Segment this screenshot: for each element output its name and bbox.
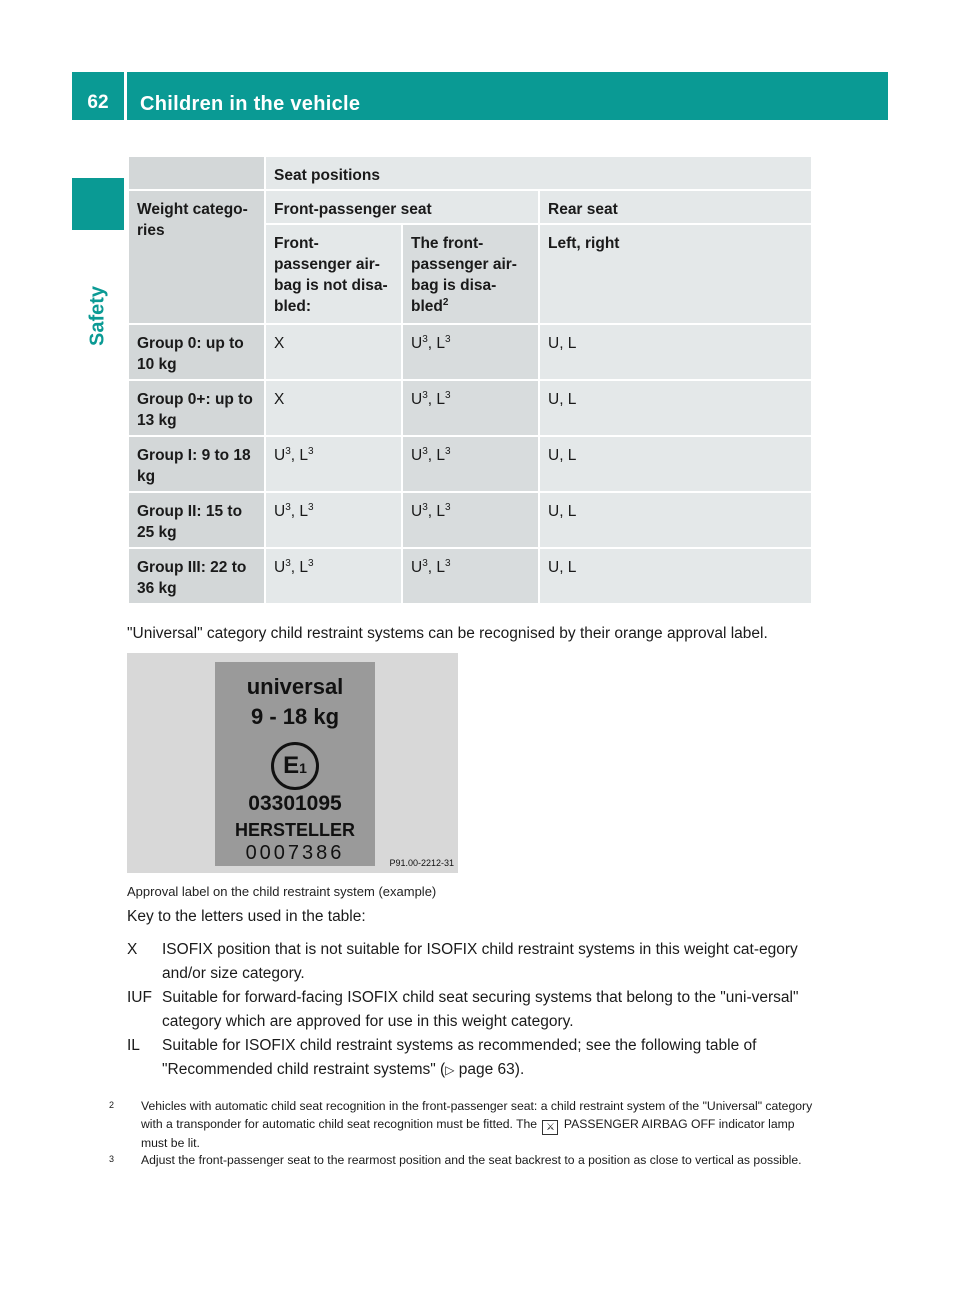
table-row — [128, 548, 812, 604]
key-text-part: Suitable for ISOFIX child restraint systems as recommended; see the following table of "Recommended child restraint systems" ( — [162, 1037, 757, 1078]
airbag-off-cell — [402, 492, 539, 548]
cell-value: X — [274, 391, 285, 408]
airbag-off-cell — [402, 324, 539, 380]
cell-value: U — [411, 447, 423, 464]
footnote-text-part: Vehicles with automatic child seat recognition in the front-passenger seat: a child restraint system of the "Universal" category with a transponder for automatic child seat recognition must be fitted. The — [141, 1099, 813, 1131]
label-weight-range: 9 - 18 kg — [250, 704, 340, 729]
table-row — [128, 380, 812, 436]
footnote-ref: 3 — [422, 333, 428, 345]
cell-value: U — [411, 335, 423, 352]
approval-label-figure — [127, 653, 458, 873]
page-reference-link[interactable]: page 63). — [454, 1061, 525, 1078]
airbag-on-cell — [265, 548, 402, 604]
group-cell: Group II: 15 to 25 kg — [128, 492, 265, 548]
airbag-off-cell — [402, 548, 539, 604]
rear-seat-cell: U, L — [539, 492, 812, 548]
cell-value: , L — [290, 447, 308, 464]
front-passenger-seat-header: Front-passenger seat — [265, 190, 539, 224]
footnote-ref: 3 — [308, 445, 314, 457]
key-text: ISOFIX position that is not suitable for ISOFIX child restraint systems in this weight cat-egory and/or size category. — [162, 941, 798, 982]
page-reference-arrow-icon: ▷ — [445, 1063, 455, 1077]
footnote-text: Adjust the front-passenger seat to the rearmost position and the seat backrest to a position as close to vertical as possible. — [141, 1153, 802, 1167]
key-code: X — [127, 941, 138, 958]
header-divider — [124, 72, 127, 120]
rear-seat-cell: U, L — [539, 380, 812, 436]
cell-value: , L — [427, 503, 445, 520]
key-heading: Key to the letters used in the table: — [127, 908, 366, 925]
cell-value: U — [411, 391, 423, 408]
rear-seat-cell: U, L — [539, 548, 812, 604]
footnote-number: 2 — [109, 1100, 115, 1110]
label-manufacturer: HERSTELLER — [234, 820, 355, 840]
footnote — [109, 1098, 817, 1152]
intro-text: "Universal" category child restraint systems can be recognised by their orange approval label. — [127, 625, 768, 642]
airbag-on-cell — [265, 380, 402, 436]
cell-value: , L — [427, 335, 445, 352]
airbag-on-cell — [265, 324, 402, 380]
key-text — [162, 1034, 817, 1082]
footnote-ref: 3 — [422, 445, 428, 457]
e-mark-number: 1 — [299, 760, 307, 776]
cell-value: U — [411, 559, 423, 576]
cell-value: , L — [427, 559, 445, 576]
cell-value: U — [274, 447, 286, 464]
cell-value: , L — [290, 559, 308, 576]
rear-seat-cell: U, L — [539, 324, 812, 380]
footnote-text-part: PASSENGER AIRBAG OFF indicator lamp must be lit. — [141, 1116, 795, 1150]
footnotes — [109, 1098, 817, 1170]
group-cell: Group 0+: up to 13 kg — [128, 380, 265, 436]
table-row — [128, 492, 812, 548]
col-airbag-disabled-text: The front-passenger air-bag is disa-bled — [411, 235, 517, 315]
key-code: IUF — [127, 989, 152, 1006]
rear-seat-header: Rear seat — [539, 190, 812, 224]
cell-value: , L — [290, 503, 308, 520]
seat-positions-header: Seat positions — [265, 156, 812, 190]
key-text: Suitable for forward-facing ISOFIX child seat securing systems that belong to the "uni-versal" category which are approved for use in this weight category. — [162, 989, 799, 1030]
rear-seat-cell: U, L — [539, 436, 812, 492]
weight-category-header: Weight catego-ries — [128, 190, 265, 324]
cell-value: , L — [427, 391, 445, 408]
label-approval-code: 03301095 — [248, 792, 342, 815]
side-tab-marker — [72, 178, 124, 230]
footnote-ref: 3 — [422, 557, 428, 569]
footnote-ref: 3 — [445, 445, 451, 457]
table-row — [128, 324, 812, 380]
footnote-ref: 3 — [308, 557, 314, 569]
footnote-text — [141, 1098, 817, 1152]
seat-positions-table — [127, 155, 813, 605]
footnote-ref: 2 — [442, 296, 449, 308]
figure-caption: Approval label on the child restraint system (example) — [127, 884, 437, 899]
cell-value: U — [411, 503, 423, 520]
footnote-ref: 3 — [445, 557, 451, 569]
key-list — [127, 938, 817, 1082]
list-item — [127, 1034, 817, 1082]
col-airbag-disabled — [402, 224, 539, 324]
key-code: IL — [127, 1037, 140, 1054]
airbag-on-cell — [265, 436, 402, 492]
airbag-on-cell — [265, 492, 402, 548]
footnote-ref: 3 — [445, 333, 451, 345]
cell-value: X — [274, 335, 285, 352]
figure-reference: P91.00-2212-31 — [389, 858, 454, 868]
group-cell: Group 0: up to 10 kg — [128, 324, 265, 380]
e-mark-letter: E — [283, 752, 300, 779]
footnote — [109, 1152, 817, 1170]
airbag-off-cell — [402, 380, 539, 436]
col-airbag-not-disabled: Front-passenger air-bag is not disa-bled: — [265, 224, 402, 324]
footnote-ref: 3 — [445, 389, 451, 401]
e-mark-icon — [271, 742, 319, 790]
group-cell: Group III: 22 to 36 kg — [128, 548, 265, 604]
footnote-ref: 3 — [422, 501, 428, 513]
footnote-ref: 3 — [285, 445, 291, 457]
footnote-ref: 3 — [445, 501, 451, 513]
cell-value: U — [274, 503, 286, 520]
label-serial: 0007386 — [245, 842, 345, 864]
footnote-ref: 3 — [422, 389, 428, 401]
side-tab-label: Safety — [86, 285, 109, 347]
list-item — [127, 938, 817, 986]
group-cell: Group I: 9 to 18 kg — [128, 436, 265, 492]
footnote-number: 3 — [109, 1154, 115, 1164]
page-title: Children in the vehicle — [140, 93, 361, 115]
airbag-off-cell — [402, 436, 539, 492]
page-number: 62 — [87, 92, 109, 113]
cell-value: U — [274, 559, 286, 576]
cell-value: , L — [427, 447, 445, 464]
table-row — [128, 436, 812, 492]
col-left-right: Left, right — [539, 224, 812, 324]
label-category: universal — [246, 674, 344, 699]
approval-label — [215, 662, 375, 866]
table-corner-cell — [128, 156, 265, 190]
footnote-ref: 3 — [308, 501, 314, 513]
airbag-off-icon: ⚔ — [542, 1120, 558, 1135]
footnote-ref: 3 — [285, 557, 291, 569]
list-item — [127, 986, 817, 1034]
footnote-ref: 3 — [285, 501, 291, 513]
